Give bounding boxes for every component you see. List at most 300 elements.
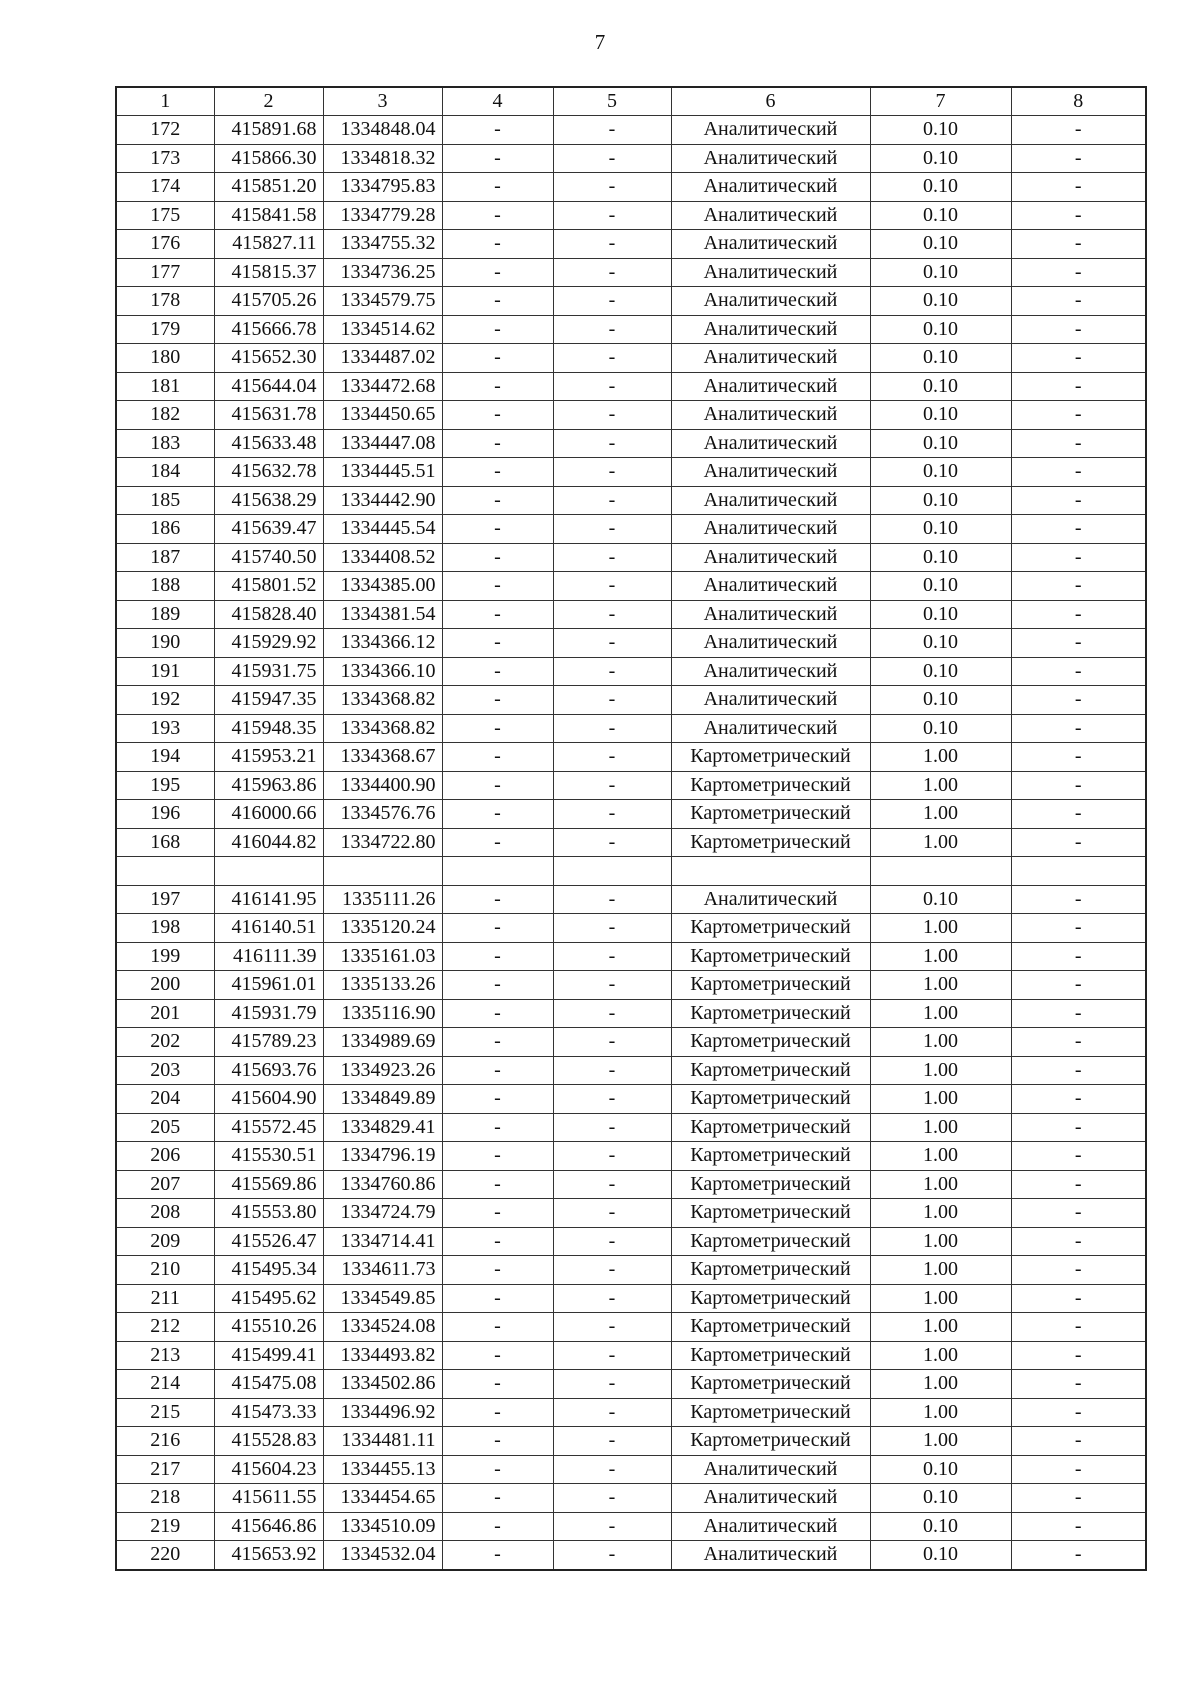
table-row <box>116 1199 1146 1228</box>
column-5-cell: - <box>553 686 671 715</box>
method-cell: Картометрический <box>671 1170 870 1199</box>
method-cell: Аналитический <box>671 315 870 344</box>
column-4-cell: - <box>442 1199 553 1228</box>
table-row <box>116 486 1146 515</box>
x-coordinate-cell: 415553.80 <box>214 1199 323 1228</box>
method-cell: Аналитический <box>671 429 870 458</box>
method-cell: Аналитический <box>671 1484 870 1513</box>
column-8-cell: - <box>1011 486 1146 515</box>
y-coordinate-cell: 1334779.28 <box>323 201 442 230</box>
method-cell: Аналитический <box>671 543 870 572</box>
table-row <box>116 572 1146 601</box>
accuracy-cell: 1.00 <box>870 971 1011 1000</box>
table-row <box>116 1256 1146 1285</box>
point-number-cell: 174 <box>116 173 214 202</box>
coordinates-table <box>115 86 1147 1571</box>
accuracy-cell: 0.10 <box>870 572 1011 601</box>
method-cell: Аналитический <box>671 629 870 658</box>
column-5-cell: - <box>553 458 671 487</box>
y-coordinate-cell: 1334496.92 <box>323 1398 442 1427</box>
table-row <box>116 1398 1146 1427</box>
accuracy-cell: 1.00 <box>870 999 1011 1028</box>
method-cell: Аналитический <box>671 287 870 316</box>
column-8-cell: - <box>1011 401 1146 430</box>
point-number-cell: 216 <box>116 1427 214 1456</box>
table-row <box>116 1341 1146 1370</box>
y-coordinate-cell: 1334366.10 <box>323 657 442 686</box>
column-8-cell: - <box>1011 1085 1146 1114</box>
y-coordinate-cell: 1335161.03 <box>323 942 442 971</box>
column-8-cell: - <box>1011 515 1146 544</box>
column-5-cell: - <box>553 173 671 202</box>
column-8-cell: - <box>1011 1512 1146 1541</box>
column-header: 8 <box>1011 87 1146 116</box>
x-coordinate-cell: 415611.55 <box>214 1484 323 1513</box>
column-5-cell: - <box>553 116 671 145</box>
method-cell: Аналитический <box>671 714 870 743</box>
column-5-cell: - <box>553 543 671 572</box>
x-coordinate-cell: 415473.33 <box>214 1398 323 1427</box>
point-number-cell: 188 <box>116 572 214 601</box>
table-row <box>116 429 1146 458</box>
column-5-cell: - <box>553 1085 671 1114</box>
x-coordinate-cell: 415740.50 <box>214 543 323 572</box>
y-coordinate-cell: 1334493.82 <box>323 1341 442 1370</box>
point-number-cell: 183 <box>116 429 214 458</box>
column-5-cell: - <box>553 629 671 658</box>
accuracy-cell: 0.10 <box>870 515 1011 544</box>
column-4-cell: - <box>442 1313 553 1342</box>
column-8-cell: - <box>1011 1284 1146 1313</box>
column-8-cell: - <box>1011 1056 1146 1085</box>
table-row <box>116 173 1146 202</box>
column-4-cell: - <box>442 486 553 515</box>
x-coordinate-cell: 415475.08 <box>214 1370 323 1399</box>
column-5-cell: - <box>553 885 671 914</box>
column-4-cell: - <box>442 230 553 259</box>
y-coordinate-cell: 1334487.02 <box>323 344 442 373</box>
column-5-cell: - <box>553 515 671 544</box>
y-coordinate-cell: 1334368.82 <box>323 686 442 715</box>
header-row <box>116 87 1146 116</box>
column-4-cell: - <box>442 315 553 344</box>
y-coordinate-cell: 1334455.13 <box>323 1455 442 1484</box>
x-coordinate-cell: 415653.92 <box>214 1541 323 1570</box>
x-coordinate-cell: 415891.68 <box>214 116 323 145</box>
point-number-cell: 187 <box>116 543 214 572</box>
column-8-cell: - <box>1011 914 1146 943</box>
y-coordinate-cell <box>323 857 442 886</box>
point-number-cell: 186 <box>116 515 214 544</box>
table-row <box>116 1313 1146 1342</box>
method-cell: Картометрический <box>671 914 870 943</box>
column-8-cell: - <box>1011 116 1146 145</box>
column-8-cell: - <box>1011 1484 1146 1513</box>
y-coordinate-cell: 1334755.32 <box>323 230 442 259</box>
x-coordinate-cell: 415866.30 <box>214 144 323 173</box>
x-coordinate-cell: 415604.23 <box>214 1455 323 1484</box>
x-coordinate-cell: 415815.37 <box>214 258 323 287</box>
column-8-cell: - <box>1011 600 1146 629</box>
table-row <box>116 828 1146 857</box>
x-coordinate-cell: 415841.58 <box>214 201 323 230</box>
method-cell: Аналитический <box>671 1455 870 1484</box>
column-4-cell: - <box>442 258 553 287</box>
method-cell: Аналитический <box>671 1512 870 1541</box>
column-4-cell: - <box>442 429 553 458</box>
column-5-cell: - <box>553 287 671 316</box>
method-cell: Картометрический <box>671 1028 870 1057</box>
table-row <box>116 629 1146 658</box>
x-coordinate-cell: 415931.75 <box>214 657 323 686</box>
table-row <box>116 1370 1146 1399</box>
point-number-cell: 219 <box>116 1512 214 1541</box>
column-8-cell: - <box>1011 1227 1146 1256</box>
method-cell: Картометрический <box>671 1398 870 1427</box>
accuracy-cell: 0.10 <box>870 1484 1011 1513</box>
method-cell: Аналитический <box>671 344 870 373</box>
accuracy-cell: 1.00 <box>870 1199 1011 1228</box>
point-number-cell: 185 <box>116 486 214 515</box>
method-cell: Картометрический <box>671 828 870 857</box>
column-5-cell: - <box>553 230 671 259</box>
method-cell: Аналитический <box>671 885 870 914</box>
y-coordinate-cell: 1334848.04 <box>323 116 442 145</box>
x-coordinate-cell: 415495.62 <box>214 1284 323 1313</box>
accuracy-cell: 0.10 <box>870 1455 1011 1484</box>
point-number-cell: 182 <box>116 401 214 430</box>
accuracy-cell: 0.10 <box>870 543 1011 572</box>
method-cell: Аналитический <box>671 201 870 230</box>
x-coordinate-cell: 416140.51 <box>214 914 323 943</box>
column-4-cell: - <box>442 144 553 173</box>
y-coordinate-cell: 1334450.65 <box>323 401 442 430</box>
point-number-cell: 176 <box>116 230 214 259</box>
column-8-cell: - <box>1011 230 1146 259</box>
column-8-cell: - <box>1011 1541 1146 1570</box>
column-5-cell: - <box>553 1313 671 1342</box>
y-coordinate-cell: 1334368.82 <box>323 714 442 743</box>
method-cell: Картометрический <box>671 1056 870 1085</box>
column-5-cell: - <box>553 1142 671 1171</box>
accuracy-cell: 0.10 <box>870 486 1011 515</box>
accuracy-cell: 1.00 <box>870 1227 1011 1256</box>
column-5-cell: - <box>553 372 671 401</box>
column-4-cell: - <box>442 1484 553 1513</box>
point-number-cell: 198 <box>116 914 214 943</box>
accuracy-cell <box>870 857 1011 886</box>
column-header: 1 <box>116 87 214 116</box>
table-row <box>116 515 1146 544</box>
accuracy-cell: 0.10 <box>870 686 1011 715</box>
column-8-cell: - <box>1011 1398 1146 1427</box>
table-row <box>116 1455 1146 1484</box>
accuracy-cell: 0.10 <box>870 429 1011 458</box>
x-coordinate-cell: 416044.82 <box>214 828 323 857</box>
accuracy-cell: 1.00 <box>870 914 1011 943</box>
accuracy-cell: 1.00 <box>870 1313 1011 1342</box>
accuracy-cell: 1.00 <box>870 1170 1011 1199</box>
x-coordinate-cell: 415572.45 <box>214 1113 323 1142</box>
column-4-cell: - <box>442 686 553 715</box>
column-4-cell: - <box>442 1284 553 1313</box>
column-8-cell: - <box>1011 572 1146 601</box>
point-number-cell: 218 <box>116 1484 214 1513</box>
table-row <box>116 1170 1146 1199</box>
column-8-cell: - <box>1011 686 1146 715</box>
point-number-cell: 179 <box>116 315 214 344</box>
x-coordinate-cell: 415801.52 <box>214 572 323 601</box>
table-row <box>116 458 1146 487</box>
accuracy-cell: 0.10 <box>870 401 1011 430</box>
accuracy-cell: 0.10 <box>870 116 1011 145</box>
column-4-cell: - <box>442 1512 553 1541</box>
column-4-cell: - <box>442 1113 553 1142</box>
x-coordinate-cell: 415827.11 <box>214 230 323 259</box>
method-cell: Аналитический <box>671 458 870 487</box>
method-cell: Аналитический <box>671 116 870 145</box>
column-5-cell: - <box>553 486 671 515</box>
method-cell: Картометрический <box>671 1113 870 1142</box>
table-row <box>116 714 1146 743</box>
table-row <box>116 885 1146 914</box>
x-coordinate-cell: 415644.04 <box>214 372 323 401</box>
column-5-cell: - <box>553 572 671 601</box>
y-coordinate-cell: 1334481.11 <box>323 1427 442 1456</box>
accuracy-cell: 1.00 <box>870 1370 1011 1399</box>
point-number-cell: 181 <box>116 372 214 401</box>
x-coordinate-cell: 415929.92 <box>214 629 323 658</box>
column-5-cell: - <box>553 800 671 829</box>
x-coordinate-cell: 415851.20 <box>214 173 323 202</box>
column-8-cell: - <box>1011 1341 1146 1370</box>
table-row <box>116 771 1146 800</box>
table-body <box>116 116 1146 1570</box>
column-5-cell <box>553 857 671 886</box>
method-cell: Аналитический <box>671 686 870 715</box>
table-row <box>116 857 1146 886</box>
y-coordinate-cell: 1334400.90 <box>323 771 442 800</box>
x-coordinate-cell: 415631.78 <box>214 401 323 430</box>
point-number-cell: 211 <box>116 1284 214 1313</box>
column-4-cell: - <box>442 515 553 544</box>
x-coordinate-cell: 415632.78 <box>214 458 323 487</box>
column-8-cell: - <box>1011 543 1146 572</box>
y-coordinate-cell: 1334724.79 <box>323 1199 442 1228</box>
x-coordinate-cell: 415499.41 <box>214 1341 323 1370</box>
column-8-cell: - <box>1011 1142 1146 1171</box>
accuracy-cell: 0.10 <box>870 173 1011 202</box>
point-number-cell: 209 <box>116 1227 214 1256</box>
table-row <box>116 144 1146 173</box>
column-5-cell: - <box>553 914 671 943</box>
column-5-cell: - <box>553 1484 671 1513</box>
y-coordinate-cell: 1335116.90 <box>323 999 442 1028</box>
point-number-cell: 180 <box>116 344 214 373</box>
method-cell: Картометрический <box>671 1256 870 1285</box>
point-number-cell: 208 <box>116 1199 214 1228</box>
point-number-cell: 175 <box>116 201 214 230</box>
column-4-cell: - <box>442 600 553 629</box>
y-coordinate-cell: 1335120.24 <box>323 914 442 943</box>
column-8-cell: - <box>1011 1370 1146 1399</box>
method-cell: Картометрический <box>671 971 870 1000</box>
x-coordinate-cell: 415639.47 <box>214 515 323 544</box>
table-row <box>116 999 1146 1028</box>
y-coordinate-cell: 1334502.86 <box>323 1370 442 1399</box>
table-row <box>116 315 1146 344</box>
column-8-cell <box>1011 857 1146 886</box>
column-8-cell: - <box>1011 201 1146 230</box>
method-cell: Картометрический <box>671 1370 870 1399</box>
method-cell: Аналитический <box>671 372 870 401</box>
x-coordinate-cell: 415495.34 <box>214 1256 323 1285</box>
column-4-cell <box>442 857 553 886</box>
y-coordinate-cell: 1334524.08 <box>323 1313 442 1342</box>
accuracy-cell: 1.00 <box>870 1085 1011 1114</box>
column-8-cell: - <box>1011 714 1146 743</box>
y-coordinate-cell: 1334736.25 <box>323 258 442 287</box>
column-5-cell: - <box>553 600 671 629</box>
table-row <box>116 1113 1146 1142</box>
column-8-cell: - <box>1011 1256 1146 1285</box>
method-cell: Аналитический <box>671 657 870 686</box>
column-5-cell: - <box>553 828 671 857</box>
column-4-cell: - <box>442 942 553 971</box>
y-coordinate-cell: 1334381.54 <box>323 600 442 629</box>
accuracy-cell: 0.10 <box>870 1512 1011 1541</box>
point-number-cell: 193 <box>116 714 214 743</box>
x-coordinate-cell: 415948.35 <box>214 714 323 743</box>
accuracy-cell: 1.00 <box>870 1256 1011 1285</box>
accuracy-cell: 1.00 <box>870 800 1011 829</box>
table-row <box>116 1541 1146 1570</box>
column-5-cell: - <box>553 144 671 173</box>
column-5-cell: - <box>553 1199 671 1228</box>
point-number-cell: 214 <box>116 1370 214 1399</box>
table-row <box>116 401 1146 430</box>
x-coordinate-cell: 416141.95 <box>214 885 323 914</box>
x-coordinate-cell: 415604.90 <box>214 1085 323 1114</box>
table-row <box>116 1427 1146 1456</box>
x-coordinate-cell: 415530.51 <box>214 1142 323 1171</box>
accuracy-cell: 1.00 <box>870 1113 1011 1142</box>
table-row <box>116 1142 1146 1171</box>
point-number-cell: 206 <box>116 1142 214 1171</box>
method-cell: Картометрический <box>671 942 870 971</box>
method-cell: Картометрический <box>671 999 870 1028</box>
column-8-cell: - <box>1011 800 1146 829</box>
column-5-cell: - <box>553 771 671 800</box>
column-5-cell: - <box>553 1028 671 1057</box>
table-row <box>116 1512 1146 1541</box>
y-coordinate-cell: 1334366.12 <box>323 629 442 658</box>
column-5-cell: - <box>553 1227 671 1256</box>
method-cell: Картометрический <box>671 1427 870 1456</box>
x-coordinate-cell: 415633.48 <box>214 429 323 458</box>
y-coordinate-cell: 1334989.69 <box>323 1028 442 1057</box>
column-4-cell: - <box>442 287 553 316</box>
table-row <box>116 201 1146 230</box>
column-5-cell: - <box>553 743 671 772</box>
point-number-cell: 177 <box>116 258 214 287</box>
column-4-cell: - <box>442 629 553 658</box>
column-8-cell: - <box>1011 1170 1146 1199</box>
column-header: 4 <box>442 87 553 116</box>
column-8-cell: - <box>1011 743 1146 772</box>
table-row <box>116 1484 1146 1513</box>
point-number-cell: 168 <box>116 828 214 857</box>
column-header: 3 <box>323 87 442 116</box>
column-5-cell: - <box>553 1398 671 1427</box>
column-8-cell: - <box>1011 885 1146 914</box>
accuracy-cell: 1.00 <box>870 1056 1011 1085</box>
point-number-cell: 207 <box>116 1170 214 1199</box>
point-number-cell: 210 <box>116 1256 214 1285</box>
table-row <box>116 743 1146 772</box>
table-row <box>116 657 1146 686</box>
column-4-cell: - <box>442 1398 553 1427</box>
x-coordinate-cell: 416000.66 <box>214 800 323 829</box>
method-cell: Картометрический <box>671 1284 870 1313</box>
accuracy-cell: 0.10 <box>870 372 1011 401</box>
column-4-cell: - <box>442 771 553 800</box>
method-cell: Аналитический <box>671 515 870 544</box>
column-8-cell: - <box>1011 1313 1146 1342</box>
x-coordinate-cell: 416111.39 <box>214 942 323 971</box>
method-cell: Картометрический <box>671 1227 870 1256</box>
column-4-cell: - <box>442 999 553 1028</box>
y-coordinate-cell: 1334579.75 <box>323 287 442 316</box>
table-row <box>116 543 1146 572</box>
column-5-cell: - <box>553 1256 671 1285</box>
column-8-cell: - <box>1011 344 1146 373</box>
accuracy-cell: 0.10 <box>870 1541 1011 1570</box>
column-8-cell: - <box>1011 372 1146 401</box>
accuracy-cell: 1.00 <box>870 1028 1011 1057</box>
y-coordinate-cell: 1334722.80 <box>323 828 442 857</box>
point-number-cell: 205 <box>116 1113 214 1142</box>
column-8-cell: - <box>1011 657 1146 686</box>
method-cell: Аналитический <box>671 486 870 515</box>
method-cell: Картометрический <box>671 1142 870 1171</box>
column-4-cell: - <box>442 1370 553 1399</box>
column-5-cell: - <box>553 429 671 458</box>
y-coordinate-cell: 1334447.08 <box>323 429 442 458</box>
column-header: 6 <box>671 87 870 116</box>
column-4-cell: - <box>442 1256 553 1285</box>
x-coordinate-cell: 415638.29 <box>214 486 323 515</box>
column-4-cell: - <box>442 914 553 943</box>
accuracy-cell: 0.10 <box>870 458 1011 487</box>
point-number-cell: 178 <box>116 287 214 316</box>
y-coordinate-cell: 1334576.76 <box>323 800 442 829</box>
y-coordinate-cell: 1334514.62 <box>323 315 442 344</box>
column-5-cell: - <box>553 344 671 373</box>
x-coordinate-cell: 415666.78 <box>214 315 323 344</box>
column-8-cell: - <box>1011 629 1146 658</box>
column-4-cell: - <box>442 657 553 686</box>
y-coordinate-cell: 1334818.32 <box>323 144 442 173</box>
column-5-cell: - <box>553 258 671 287</box>
point-number-cell: 173 <box>116 144 214 173</box>
method-cell: Картометрический <box>671 1341 870 1370</box>
point-number-cell <box>116 857 214 886</box>
column-4-cell: - <box>442 572 553 601</box>
accuracy-cell: 0.10 <box>870 315 1011 344</box>
column-8-cell: - <box>1011 1113 1146 1142</box>
column-4-cell: - <box>442 1028 553 1057</box>
